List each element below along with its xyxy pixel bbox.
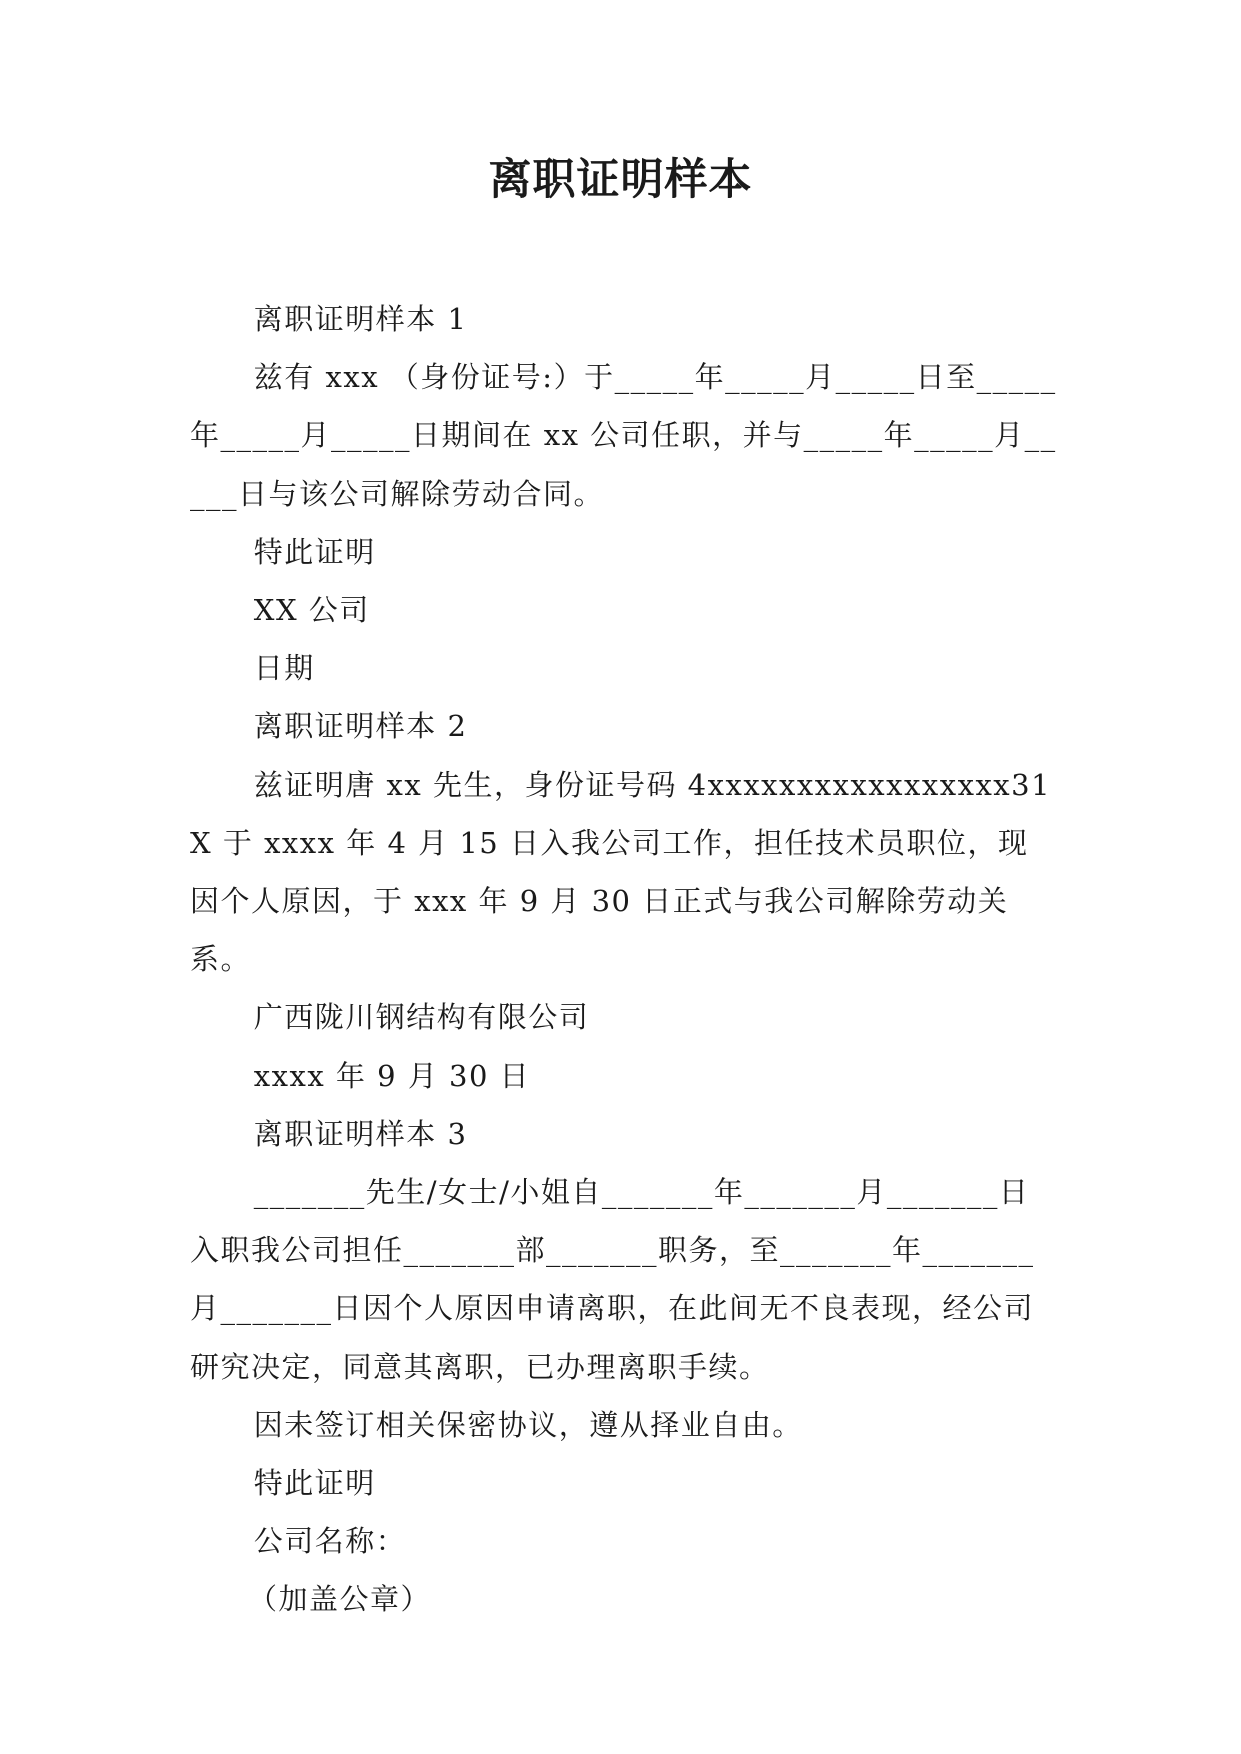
sample3-company-label: 公司名称： (253, 1524, 407, 1559)
sample2-heading: 离职证明样本 2 (253, 709, 468, 744)
sample2-date: xxxx 年 9 月 30 日 (253, 1058, 531, 1093)
sample2-body: 兹证明唐 xx 先生，身份证号码 4xxxxxxxxxxxxxxxxx31X 于 xxxx 年 4 月 15 日入我公司工作，担任技术员职位，现因个人原因，于 xxx 年 9 月 30 日正式与我公司解除劳动关系。 (190, 767, 1052, 977)
document-title: 离职证明样本 (488, 155, 753, 205)
sample2-company: 广西陇川钢结构有限公司 (253, 1000, 590, 1035)
sample1-body: 兹有 xxx （身份证号:）于_____年_____月_____日至_____年_____月_____日期间在 xx 公司任职，并与_____年_____月_____日与该公司解除劳动合同。 (190, 360, 1057, 511)
sample3-seal: （加盖公章） (248, 1582, 432, 1617)
sample1-company: XX 公司 (253, 593, 370, 628)
sample3-heading: 离职证明样本 3 (253, 1116, 468, 1151)
sample3-closing: 特此证明 (253, 1466, 376, 1501)
sample1-closing: 特此证明 (253, 534, 376, 569)
sample1-date: 日期 (253, 651, 315, 686)
sample1-heading: 离职证明样本 1 (253, 302, 468, 336)
sample3-note: 因未签订相关保密协议，遵从择业自由。 (253, 1407, 803, 1442)
sample3-body: _______先生/女士/小姐自_______年_______月_______日入职我公司担任_______部_______职务，至_______年_______月_______日因个人原因申请离职，在此间无不良表现，经公司研究决定，同意其离职，已办理离职手续。 (190, 1175, 1035, 1384)
document-body (190, 290, 1058, 1629)
